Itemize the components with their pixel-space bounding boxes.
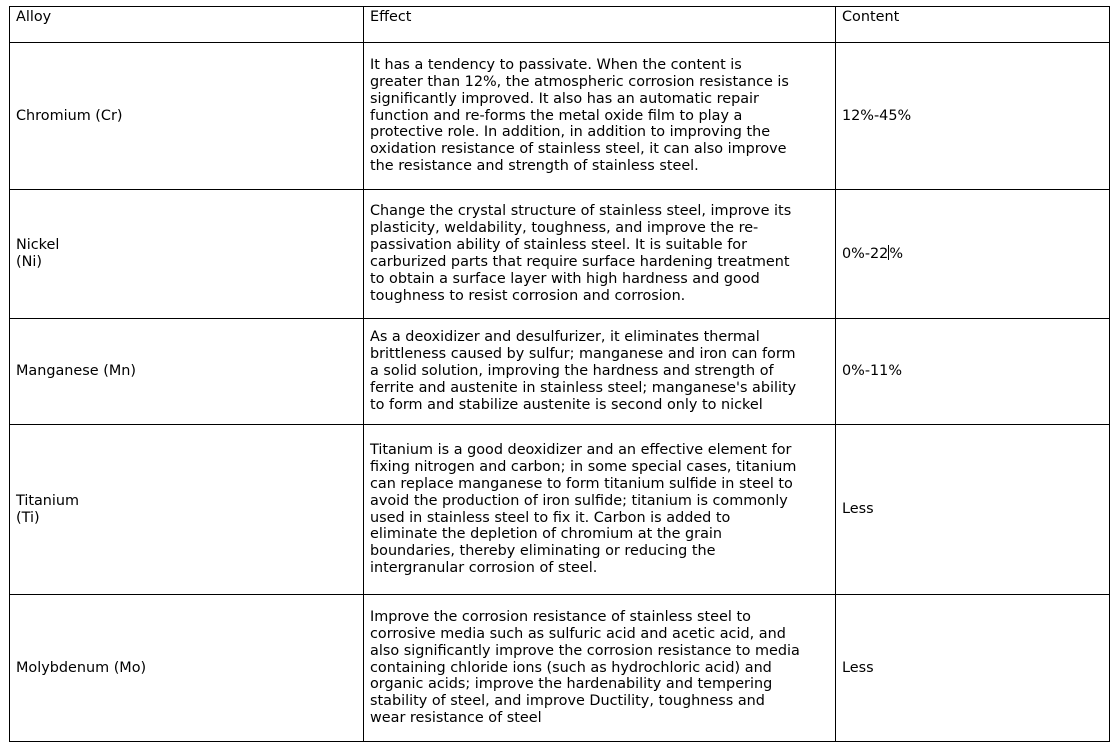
content-cell[interactable] xyxy=(836,425,1110,595)
effect-line: toughness to resist corrosion and corrosion. xyxy=(370,287,686,304)
alloy-name: Manganese (Mn) xyxy=(16,363,136,380)
table-row xyxy=(10,43,1110,190)
effect-line: stability of steel, and improve Ductility, toughness and xyxy=(370,693,765,710)
effect-line: a solid solution, improving the hardness and strength of xyxy=(370,363,774,380)
alloy-cell[interactable] xyxy=(10,595,364,742)
effect-cell[interactable] xyxy=(364,43,836,190)
effect-line: function and re-forms the metal oxide film to play a xyxy=(370,107,743,124)
table-row xyxy=(10,319,1110,425)
content-value: Less xyxy=(842,501,874,518)
content-cell[interactable] xyxy=(836,595,1110,742)
header-cell-effect[interactable]: Effect xyxy=(364,7,836,43)
effect-line: to obtain a surface layer with high hardness and good xyxy=(370,270,760,287)
effect-line: significantly improved. It also has an automatic repair xyxy=(370,90,759,107)
effect-line: boundaries, thereby eliminating or reducing the xyxy=(370,543,716,560)
effect-line: fixing nitrogen and carbon; in some special cases, titanium xyxy=(370,458,797,475)
alloy-table xyxy=(9,6,1110,742)
effect-line: containing chloride ions (such as hydrochloric acid) and xyxy=(370,659,772,676)
effect-line: brittleness caused by sulfur; manganese and iron can form xyxy=(370,346,796,363)
effect-line: protective role. In addition, in addition to improving the xyxy=(370,124,771,141)
effect-line: corrosive media such as sulfuric acid and acetic acid, and xyxy=(370,625,786,642)
content-cell[interactable] xyxy=(836,190,1110,319)
effect-line: plasticity, weldability, toughness, and improve the re- xyxy=(370,220,759,237)
effect-line: carburized parts that require surface hardening treatment xyxy=(370,254,790,270)
effect-cell[interactable] xyxy=(364,595,836,742)
effect-line: the resistance and strength of stainless steel. xyxy=(370,158,699,175)
header-cell-alloy[interactable]: Alloy xyxy=(10,7,364,43)
effect-line: passivation ability of stainless steel. It is suitable for xyxy=(370,237,747,254)
effect-line: It has a tendency to passivate. When the content is xyxy=(370,56,742,73)
content-cell[interactable] xyxy=(836,319,1110,425)
table-row xyxy=(10,190,1110,319)
effect-line: can replace manganese to form titanium sulfide in steel to xyxy=(370,475,793,492)
effect-line: Change the crystal structure of stainless steel, improve its xyxy=(370,203,792,220)
alloy-symbol: (Ti) xyxy=(16,509,40,526)
alloy-name: Titanium xyxy=(16,492,80,509)
alloy-name: Molybdenum (Mo) xyxy=(16,659,147,676)
header-cell-content[interactable]: Content xyxy=(836,7,1110,43)
table-row xyxy=(10,595,1110,742)
effect-cell[interactable] xyxy=(364,425,836,595)
effect-line: Improve the corrosion resistance of stainless steel to xyxy=(370,608,751,625)
effect-line: wear resistance of steel xyxy=(370,710,542,727)
effect-line: oxidation resistance of stainless steel, it can also improve xyxy=(370,141,787,158)
alloy-cell[interactable] xyxy=(10,43,364,190)
content-value: Less xyxy=(842,659,874,676)
content-value: 0%-11% xyxy=(842,363,903,380)
effect-line: greater than 12%, the atmospheric corrosion resistance is xyxy=(370,73,789,90)
effect-cell[interactable] xyxy=(364,190,836,319)
alloy-cell[interactable] xyxy=(10,425,364,595)
effect-line: avoid the production of iron sulfide; titanium is commonly xyxy=(370,492,788,509)
effect-line: ferrite and austenite in stainless steel; manganese's ability xyxy=(370,379,797,396)
content-value-suffix: % xyxy=(889,246,904,263)
header-row xyxy=(10,7,1110,43)
effect-line: Titanium is a good deoxidizer and an effective element for xyxy=(370,441,792,458)
effect-line: used in stainless steel to fix it. Carbon is added to xyxy=(370,509,731,526)
effect-line: eliminate the depletion of chromium at the grain xyxy=(370,526,723,543)
effect-cell[interactable] xyxy=(364,319,836,425)
content-value: 12%-45% xyxy=(842,107,912,124)
effect-line: to form and stabilize austenite is second only to nickel xyxy=(370,396,763,413)
effect-line: intergranular corrosion of steel. xyxy=(370,560,598,577)
alloy-cell[interactable] xyxy=(10,190,364,319)
alloy-cell[interactable] xyxy=(10,319,364,425)
alloy-name: Chromium (Cr) xyxy=(16,107,123,124)
alloy-symbol: (Ni) xyxy=(16,254,42,270)
content-value: 0%-22 xyxy=(842,246,889,263)
content-cell[interactable] xyxy=(836,43,1110,190)
alloy-name: Nickel xyxy=(16,237,60,254)
effect-line: As a deoxidizer and desulfurizer, it eliminates thermal xyxy=(370,329,760,346)
effect-line: also significantly improve the corrosion resistance to media xyxy=(370,642,800,659)
effect-line: organic acids; improve the hardenability and tempering xyxy=(370,676,773,693)
table-row xyxy=(10,425,1110,595)
